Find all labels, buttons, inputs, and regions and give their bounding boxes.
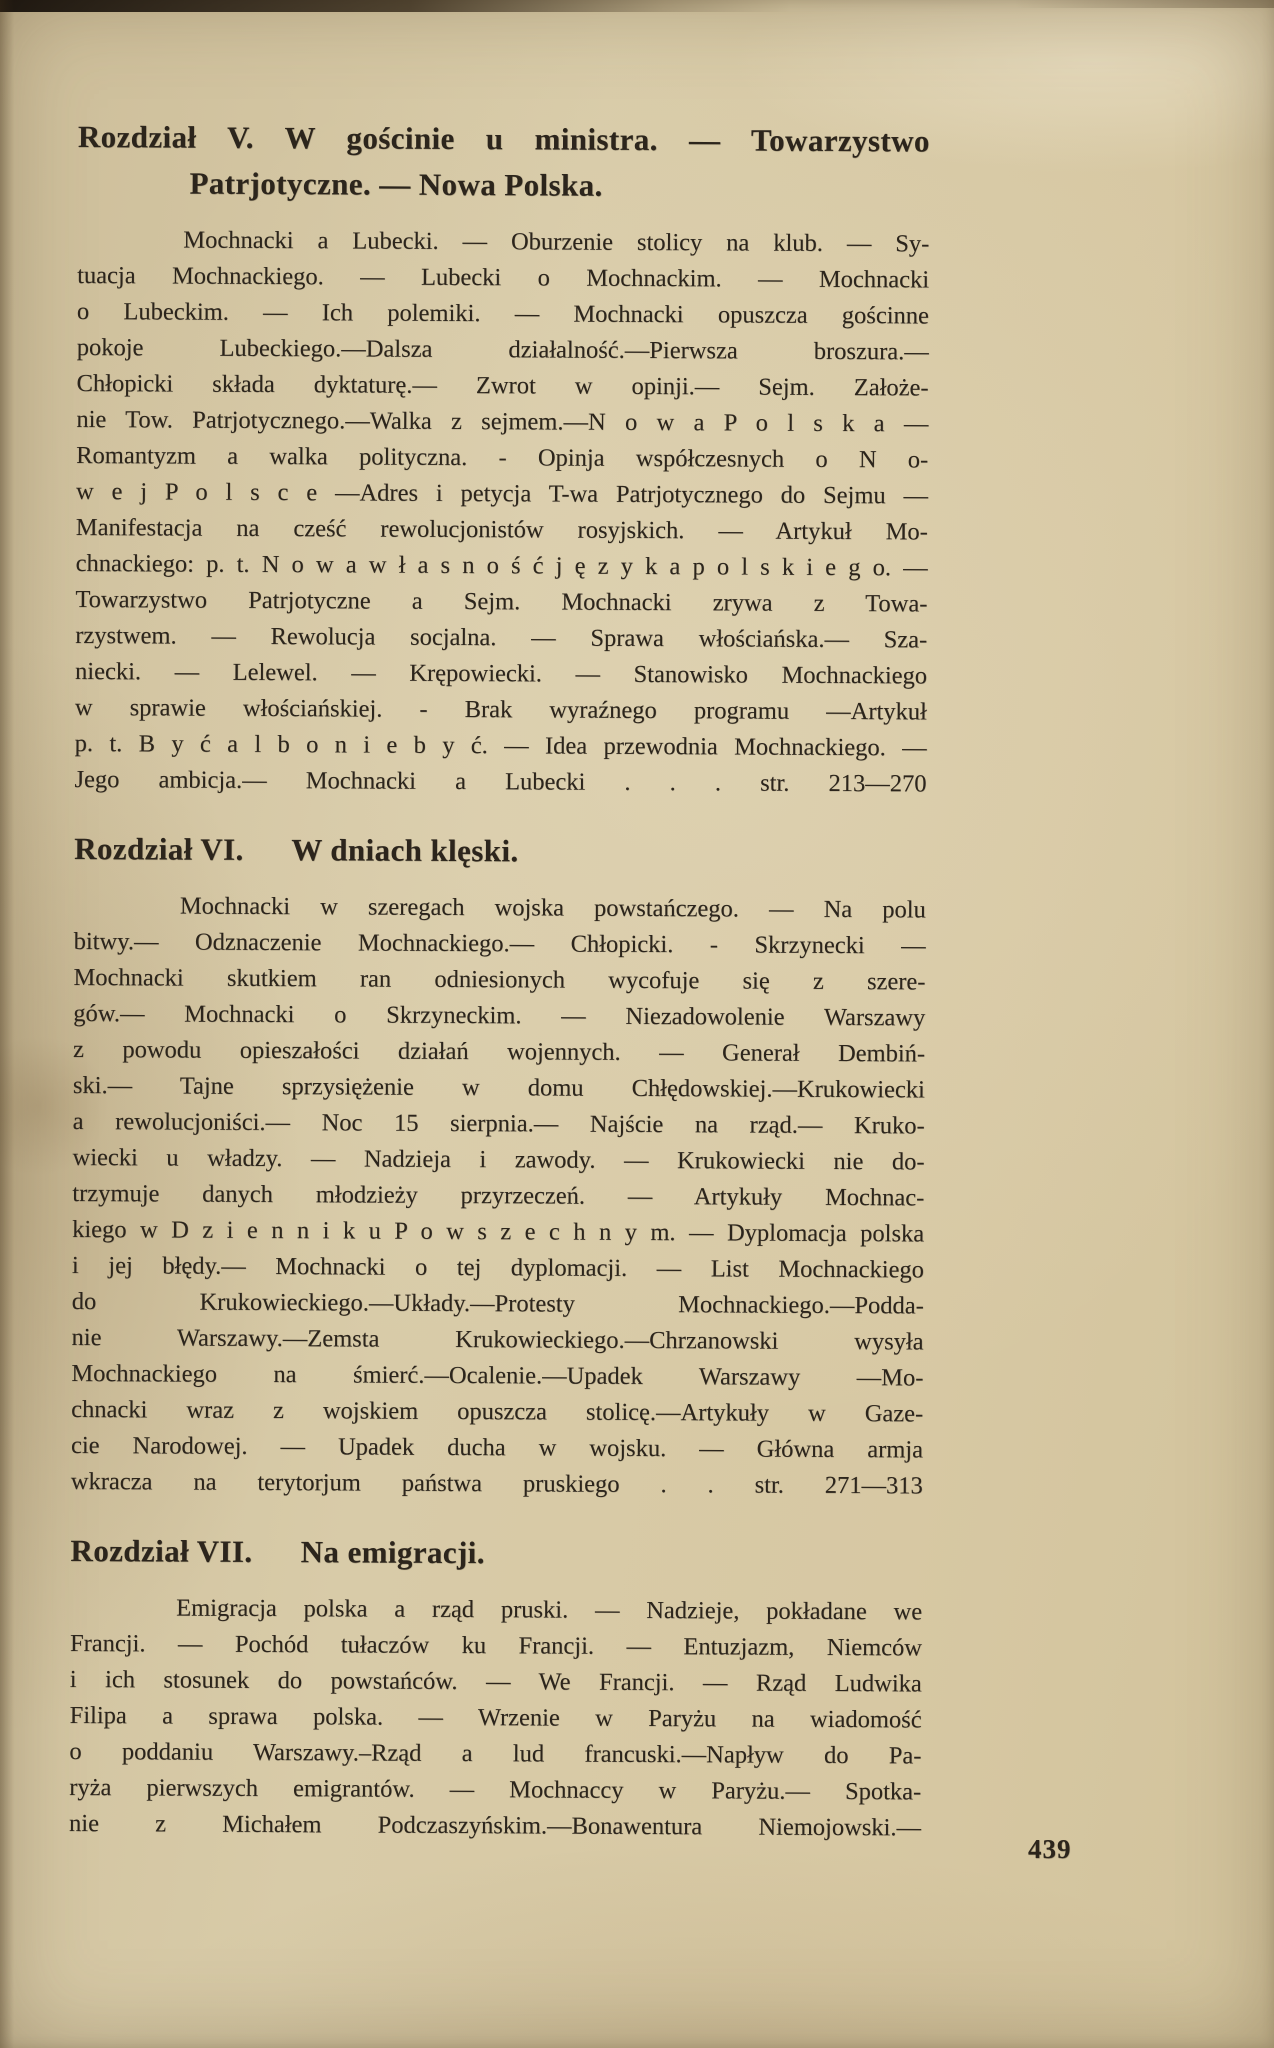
summary-line: trzymuje danych młodzieży przyrzeczeń. — Artykuły Mochnac- bbox=[72, 1179, 925, 1212]
summary-line: gów.— Mochnacki o Skrzyneckim. — Niezadowolenie Warszawy bbox=[73, 999, 926, 1032]
summary-line: w sprawie włościańskiej. - Brak wyraźnego programu —Artykuł bbox=[74, 693, 927, 726]
chapter-label: Rozdział VII. bbox=[70, 1532, 253, 1569]
summary-line: Mochnacki a Lubecki. — Oburzenie stolicy na klub. — Sy- bbox=[183, 226, 930, 258]
summary-line: pokoje Lubeckiego.—Dalsza działalność.—Pierwsza broszura.— bbox=[76, 333, 929, 366]
summary-line: nie Tow. Patrjotycznego.—Walka z sejmem.—N o w a P o l s k a — bbox=[76, 405, 929, 438]
summary-line: wkracza na terytorjum państwa pruskiego . . str. 271—313 bbox=[70, 1467, 923, 1500]
summary-line: w e j P o l s c e —Adres i petycja T-wa Patrjotycznego do Sejmu — bbox=[75, 477, 929, 510]
chapter-entry bbox=[71, 826, 927, 1504]
chapter-summary bbox=[71, 888, 926, 1504]
summary-line: chnacki wraz z wojskiem opuszcza stolicę.—Artykuły w Gaze- bbox=[71, 1395, 924, 1428]
summary-line: z powodu opieszałości działań wojennych. — Generał Dembiń- bbox=[73, 1035, 926, 1068]
table-of-contents bbox=[69, 114, 930, 1846]
summary-line: Towarzystwo Patrjotyczne a Sejm. Mochnacki zrywa z Towa- bbox=[75, 585, 928, 618]
chapter-label: Rozdział VI. bbox=[74, 830, 244, 867]
summary-line: ryża pierwszych emigrantów. — Mochnaccy w Paryżu.— Spotka- bbox=[69, 1773, 922, 1806]
summary-line: i jej błędy.— Mochnacki o tej dyplomacji. — List Mochnackiego bbox=[71, 1251, 925, 1284]
summary-line: niecki. — Lelewel. — Krępowiecki. — Stanowisko Mochnackiego bbox=[75, 657, 928, 690]
summary-line: chnackiego: p. t. N o w a w ł a s n o ś ć j ę z y k a p o l s k i e g o. — bbox=[75, 549, 928, 582]
summary-line: nie Warszawy.—Zemsta Krukowieckiego.—Chrzanowski wysyła bbox=[71, 1323, 924, 1356]
summary-line: rzystwem. — Rewolucja socjalna. — Sprawa włościańska.— Sza- bbox=[75, 621, 928, 654]
summary-line: bitwy.— Odznaczenie Mochnackiego.— Chłopicki. - Skrzynecki — bbox=[73, 927, 926, 960]
summary-line: a rewolucjoniści.— Noc 15 sierpnia.— Najście na rząd.— Kruko- bbox=[72, 1107, 925, 1140]
summary-line: Chłopicki składa dyktaturę.— Zwrot w opinji.— Sejm. Założe- bbox=[76, 369, 929, 402]
summary-line: ski.— Tajne sprzysiężenie w domu Chłędowskiej.—Krukowiecki bbox=[72, 1071, 925, 1104]
summary-line: Mochnacki w szeregach wojska powstańczego. — Na polu bbox=[179, 892, 926, 924]
chapter-title: W dniach klęski. bbox=[291, 832, 519, 869]
summary-line: Filipa a sprawa polska. — Wrzenie w Paryżu na wiadomość bbox=[69, 1701, 922, 1734]
scan-dark-edge-top-right bbox=[1014, 0, 1274, 8]
chapter-title: W gościnie u ministra. — Towarzystwo bbox=[284, 120, 930, 159]
summary-line: o poddaniu Warszawy.–Rząd a lud francuski.—Napływ do Pa- bbox=[69, 1737, 922, 1770]
summary-line: Jego ambicja.— Mochnacki a Lubecki . . . str. 213—270 bbox=[74, 765, 927, 798]
chapter-title-second-line: Patrjotyczne. — Nowa Polska. bbox=[189, 165, 603, 203]
summary-line: Manifestacja na cześć rewolucjonistów rosyjskich. — Artykuł Mo- bbox=[75, 513, 928, 546]
summary-line: cie Narodowej. — Upadek ducha w wojsku. — Główna armja bbox=[70, 1431, 924, 1464]
summary-line: Francji. — Pochód tułaczów ku Francji. — Entuzjazm, Niemców bbox=[69, 1629, 923, 1662]
chapter-heading bbox=[74, 826, 926, 876]
summary-line: do Krukowieckiego.—Układy.—Protesty Mochnackiego.—Podda- bbox=[71, 1287, 924, 1320]
summary-line: wiecki u władzy. — Nadzieja i zawody. — Krukowiecki nie do- bbox=[72, 1143, 925, 1176]
chapter-entry bbox=[69, 1528, 923, 1846]
page-number: 439 bbox=[1028, 1834, 1072, 1864]
chapter-title: Na emigracji. bbox=[300, 1534, 486, 1571]
summary-line: tuacja Mochnackiego. — Lubecki o Mochnackim. — Mochnacki bbox=[77, 261, 930, 294]
summary-line: nie z Michałem Podczaszyńskim.—Bonawentura Niemojowski.— bbox=[68, 1809, 922, 1842]
chapter-summary bbox=[74, 222, 929, 802]
chapter-heading bbox=[70, 1528, 922, 1578]
chapter-label: Rozdział V. bbox=[77, 118, 255, 155]
summary-line: Mochnackiego na śmierć.—Ocalenie.—Upadek Warszawy —Mo- bbox=[71, 1359, 924, 1392]
summary-line: p. t. B y ć a l b o n i e b y ć. — Idea przewodnia Mochnackiego. — bbox=[74, 729, 927, 762]
summary-line: o Lubeckim. — Ich polemiki. — Mochnacki opuszcza gościnne bbox=[76, 297, 930, 330]
summary-line: i ich stosunek do powstańców. — We Francji. — Rząd Ludwika bbox=[69, 1665, 922, 1698]
chapter-summary bbox=[69, 1590, 922, 1846]
summary-line: Emigracja polska a rząd pruski. — Nadzieje, pokładane we bbox=[176, 1594, 923, 1626]
summary-line: kiego w D z i e n n i k u P o w s z e c h n y m. — Dyplomacja polska bbox=[72, 1215, 925, 1248]
summary-line: Mochnacki skutkiem ran odniesionych wycofuje się z szere- bbox=[73, 963, 926, 996]
chapter-entry bbox=[74, 114, 930, 802]
scan-dark-edge-top bbox=[0, 0, 790, 12]
chapter-heading bbox=[78, 114, 930, 164]
scan-dark-edge-left bbox=[0, 0, 14, 2048]
summary-line: Romantyzm a walka polityczna. - Opinja współczesnych o N o- bbox=[76, 441, 929, 474]
